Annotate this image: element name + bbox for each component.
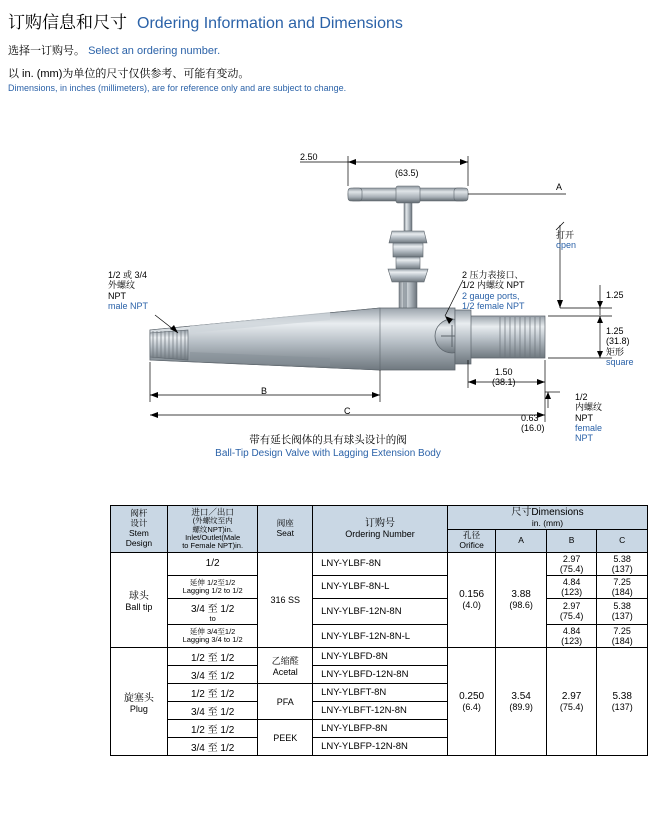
orifice-mm: (4.0) [462, 600, 481, 611]
cell-orifice [447, 552, 495, 647]
dim-063-label [521, 413, 545, 434]
cell-dim-c [597, 625, 648, 648]
th-inlet-en1: Inlet/Outlet(Male [185, 532, 241, 542]
dim-b-mm: (75.4) [559, 611, 584, 622]
seat-acetal-cn: 乙缩醛 [271, 656, 299, 667]
ordering-table [110, 505, 648, 756]
cell-inlet [167, 648, 258, 666]
cell-dim-c [597, 648, 648, 756]
th-col-b: B [546, 530, 597, 553]
dim-a-mm: (98.6) [509, 600, 533, 611]
cell-inlet [167, 575, 258, 598]
cell-dim-c [597, 598, 648, 624]
dim-b-value: 2.97 [562, 601, 581, 612]
dim-125b-value: 1.25 [606, 326, 624, 336]
stem-plug-cn: 旋塞头 [123, 693, 154, 705]
th-stem-cn2: 设计 [130, 518, 148, 529]
table-row [111, 625, 648, 648]
dim-125-mm: (31.8) [606, 336, 630, 347]
cell-orifice [447, 648, 495, 756]
dim-c-value: 7.25 [613, 576, 631, 587]
dim-250-value: 2.50 [300, 152, 318, 162]
th-inlet-cn3: 螺纹NPT)in. [192, 524, 233, 534]
dim-a-mm: (89.9) [509, 702, 533, 713]
page-header [8, 8, 648, 93]
cell-inlet [167, 625, 258, 648]
cell-dim-a [496, 648, 547, 756]
dim-125-square-label [606, 326, 634, 367]
cell-ordering-number[interactable]: LNY-YLBFP-8N [313, 720, 448, 738]
th-ord-en: Ordering Number [345, 529, 415, 540]
orifice-value: 0.156 [459, 589, 485, 601]
page-title-en: Ordering Information and Dimensions [137, 15, 403, 32]
open-label-en: open [556, 240, 577, 251]
table-row [111, 598, 648, 624]
dim-063-mm: (16.0) [521, 423, 545, 434]
cell-stem-balltip [111, 552, 168, 647]
page-title [8, 8, 648, 33]
inlet-cn: 延伸 1/2至1/2 [189, 577, 236, 587]
inlet-value: 1/2 [205, 558, 220, 570]
dim-b-mm: (123) [561, 586, 583, 597]
dim-250-mm-label: (63.5) [395, 168, 419, 178]
cell-seat-peek: PEEK [258, 720, 313, 756]
female-npt-en1: female [575, 423, 603, 434]
dim-c-mm: (137) [611, 611, 633, 622]
valve-figure [0, 130, 656, 480]
th-orifice-cn: 孔径 [463, 530, 481, 541]
th-inlet-en2: to Female NPT)in. [182, 541, 244, 551]
inlet-value: 3/4 至 1/2 [190, 743, 235, 755]
th-inlet-outlet [167, 506, 258, 553]
female-npt-cn3: NPT [575, 412, 593, 423]
inlet-en: to [209, 613, 216, 623]
gauge-ports-label [462, 270, 582, 311]
open-label-cn: 打开 [556, 230, 575, 240]
cell-inlet [167, 552, 258, 575]
th-inlet-cn1: 进口／出口 [191, 506, 234, 517]
figure-caption-en: Ball-Tip Design Valve with Lagging Extension Body [215, 448, 441, 459]
dim-b-value: 4.84 [562, 576, 581, 587]
cell-dim-b [546, 552, 597, 575]
cell-inlet [167, 702, 258, 720]
th-dim-unit: in. (mm) [531, 517, 564, 528]
dim-250-label [300, 152, 318, 162]
figure-caption-cn: 带有延长阀体的具有球头设计的阀 [249, 434, 407, 446]
table-header-row-1 [111, 506, 648, 530]
dim-b-mm: (75.4) [559, 563, 584, 574]
stem-balltip-cn: 球头 [128, 591, 149, 603]
cell-ordering-number[interactable]: LNY-YLBFT-12N-8N [313, 702, 448, 720]
square-en: square [606, 357, 634, 368]
open-label [556, 230, 576, 251]
dim-a-value: 3.54 [511, 691, 531, 703]
th-ord-cn: 订购号 [365, 517, 396, 529]
gauge-en2: 1/2 female NPT [462, 301, 525, 312]
male-npt-label [108, 270, 198, 311]
inlet-value: 3/4 至 1/2 [190, 671, 235, 683]
dim-150-value: 1.50 [494, 367, 513, 377]
cell-ordering-number[interactable]: LNY-YLBF-8N-L [313, 575, 448, 598]
dim-c-mm: (137) [611, 702, 633, 713]
th-dimensions [447, 506, 647, 530]
dim-A-label: A [556, 182, 563, 192]
female-npt-en2: NPT [575, 433, 593, 444]
inlet-en: Lagging 1/2 to 1/2 [182, 585, 243, 595]
seat-acetal-en: Acetal [272, 667, 298, 678]
male-npt-cn2: 外螺纹 [108, 280, 136, 291]
cell-seat-pfa: PFA [258, 684, 313, 720]
square-cn: 矩形 [606, 346, 625, 357]
inlet-value: 3/4 至 1/2 [190, 707, 235, 719]
cell-dim-b [546, 575, 597, 598]
orifice-mm: (6.4) [462, 702, 481, 713]
th-col-c: C [597, 530, 648, 553]
cell-inlet [167, 720, 258, 738]
dim-c-value: 5.38 [612, 691, 632, 703]
cell-inlet [167, 684, 258, 702]
gauge-cn1: 2 压力表接口、 [462, 270, 524, 280]
male-npt-cn1: 1/2 或 3/4 [108, 270, 148, 280]
orifice-value: 0.250 [459, 691, 485, 703]
cell-inlet [167, 666, 258, 684]
ordering-table-wrap [110, 505, 648, 756]
cell-dim-c [597, 552, 648, 575]
cell-ordering-number[interactable]: LNY-YLBF-8N [313, 552, 448, 575]
dim-125-top-label: 1.25 [606, 290, 624, 300]
inlet-value: 1/2 至 1/2 [190, 653, 235, 665]
th-stem-en1: Stem [129, 527, 149, 538]
inlet-en: Lagging 3/4 to 1/2 [182, 635, 243, 645]
figure-caption [0, 432, 656, 459]
table-row [111, 552, 648, 575]
subtitle-1-cn: 选择一订购号。 [8, 45, 85, 57]
cell-ordering-number[interactable]: LNY-YLBFD-8N [313, 648, 448, 666]
th-ordering-number [313, 506, 448, 553]
gauge-en1: 2 gauge ports, [462, 290, 520, 301]
female-npt-cn2: 内螺纹 [575, 402, 603, 413]
dim-C-label: C [344, 406, 351, 416]
dim-b-value: 4.84 [562, 626, 581, 637]
dim-a-value: 3.88 [511, 589, 531, 601]
dim-063-value: 0.63 [521, 413, 539, 423]
th-orifice [447, 530, 495, 553]
cell-stem-plug [111, 648, 168, 756]
inlet-cn: 延伸 3/4至1/2 [189, 626, 236, 636]
th-col-a: A [496, 530, 547, 553]
th-stem-design [111, 506, 168, 553]
cell-inlet [167, 598, 258, 624]
dim-c-mm: (184) [611, 636, 633, 647]
stem-balltip-en: Ball tip [125, 602, 153, 613]
subtitle-line-2-en: Dimensions, in inches (millimeters), are for reference only and are subject to change. [8, 83, 347, 93]
cell-dim-a [496, 552, 547, 647]
inlet-value: 1/2 至 1/2 [190, 689, 235, 701]
dim-b-mm: (75.4) [559, 702, 584, 713]
subtitle-line-1 [8, 42, 648, 58]
male-npt-cn3: NPT [108, 290, 126, 301]
table-row [111, 575, 648, 598]
dim-c-mm: (137) [611, 563, 633, 574]
table-row [111, 648, 648, 666]
female-npt-cn1: 1/2 [575, 392, 588, 402]
cell-seat-acetal [258, 648, 313, 684]
page-title-cn: 订购信息和尺寸 [8, 13, 127, 32]
th-seat [258, 506, 313, 553]
cell-inlet [167, 738, 258, 756]
th-inlet-cn2: (外螺纹至内 [192, 516, 233, 526]
cell-ordering-number[interactable]: LNY-YLBFP-12N-8N [313, 738, 448, 756]
male-npt-en: male NPT [108, 301, 149, 312]
dim-b-value: 2.97 [561, 691, 582, 703]
cell-ordering-number[interactable]: LNY-YLBFT-8N [313, 684, 448, 702]
stem-plug-en: Plug [129, 704, 148, 715]
th-seat-en: Seat [276, 527, 295, 538]
th-dim-cn: 尺寸Dimensions [511, 507, 584, 518]
dim-b-mm: (123) [561, 636, 583, 647]
inlet-cn: 3/4 至 1/2 [190, 603, 235, 615]
dim-c-mm: (184) [611, 586, 633, 597]
dim-c-value: 5.38 [613, 553, 631, 564]
subtitle-line-2-cn: 以 in. (mm)为单位的尺寸仅供参考、可能有变动。 [8, 68, 250, 80]
dim-c-value: 7.25 [613, 626, 631, 637]
cell-dim-b [546, 625, 597, 648]
dim-c-value: 5.38 [613, 601, 631, 612]
cell-seat-316ss: 316 SS [258, 552, 313, 647]
dim-B-label: B [261, 386, 268, 396]
cell-ordering-number[interactable]: LNY-YLBF-12N-8N [313, 598, 448, 624]
dim-b-value: 2.97 [562, 553, 581, 564]
cell-dim-b [546, 648, 597, 756]
cell-dim-b [546, 598, 597, 624]
dim-150-mm: (38.1) [492, 377, 516, 388]
inlet-value: 1/2 至 1/2 [190, 725, 235, 737]
th-stem-cn1: 阀杆 [130, 508, 148, 519]
gauge-cn2: 1/2 内螺纹 NPT [462, 280, 525, 291]
th-stem-en2: Design [125, 537, 153, 548]
cell-ordering-number[interactable]: LNY-YLBFD-12N-8N [313, 666, 448, 684]
th-seat-cn: 阀座 [276, 518, 294, 529]
dim-150-label [492, 367, 516, 388]
th-orifice-en: Orifice [459, 540, 484, 551]
cell-dim-c [597, 575, 648, 598]
cell-ordering-number[interactable]: LNY-YLBF-12N-8N-L [313, 625, 448, 648]
subtitle-1-en: Select an ordering number. [88, 45, 221, 57]
